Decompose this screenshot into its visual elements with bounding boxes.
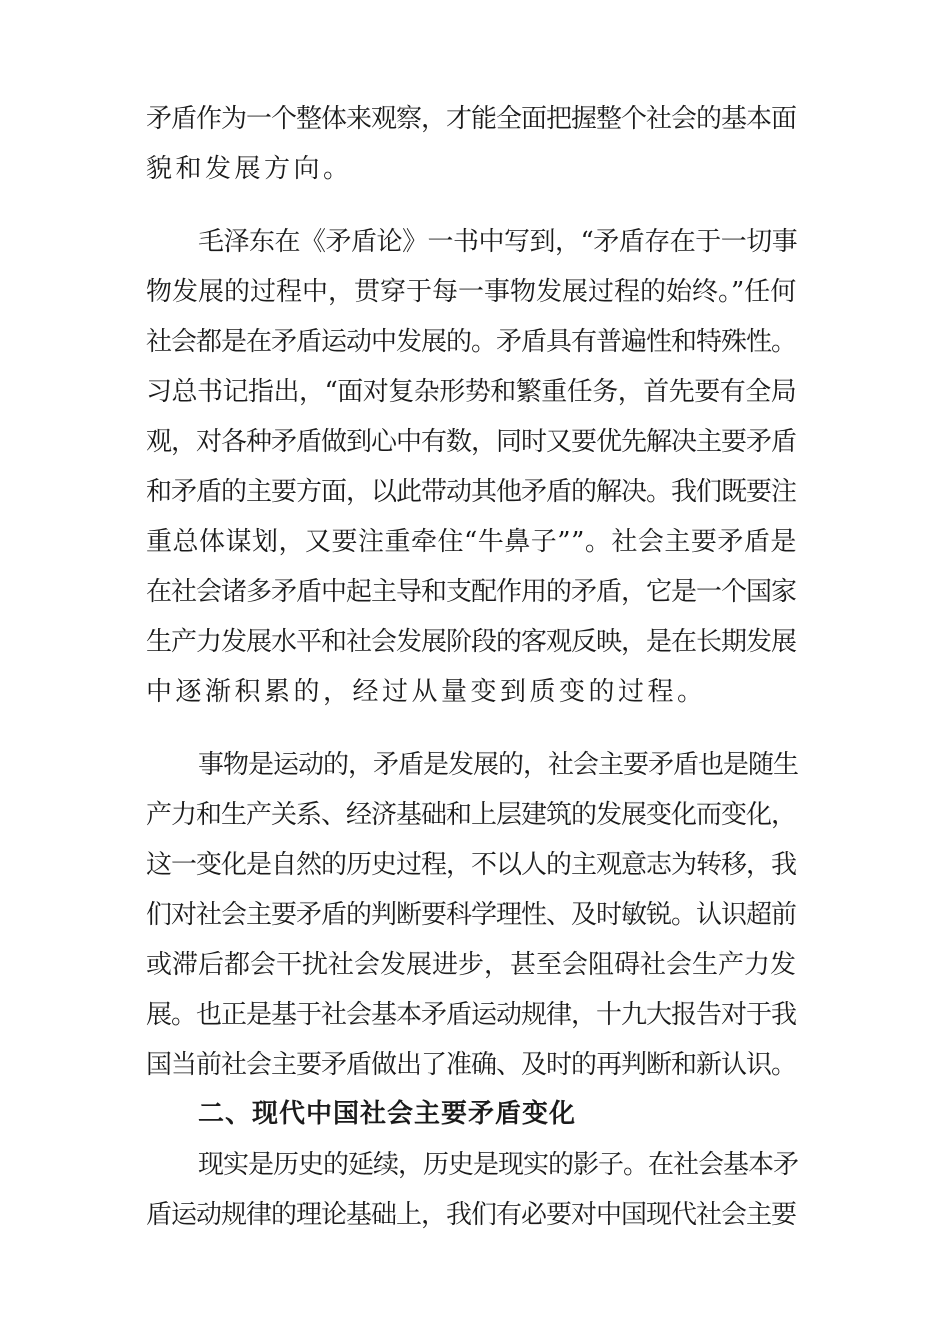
section-heading: 二、现代中国社会主要矛盾变化 bbox=[198, 1099, 577, 1129]
text-line: 物发展的过程中，贯穿于每一事物发展过程的始终。”任何 bbox=[146, 277, 797, 307]
text-line: 现实是历史的延续，历史是现实的影子。在社会基本矛 bbox=[198, 1150, 799, 1180]
text-line: 或滞后都会干扰社会发展进步，甚至会阻碍社会生产力发 bbox=[146, 950, 797, 980]
text-line: 社会都是在矛盾运动中发展的。矛盾具有普遍性和特殊性。 bbox=[146, 327, 797, 357]
text-line: 和矛盾的主要方面，以此带动其他矛盾的解决。我们既要注 bbox=[146, 477, 797, 507]
text-line: 貌和发展方向。 bbox=[146, 154, 353, 184]
text-line: 重总体谋划，又要注重牵住“牛鼻子””。社会主要矛盾是 bbox=[146, 527, 797, 557]
text-line: 们对社会主要矛盾的判断要科学理性、及时敏锐。认识超前 bbox=[146, 900, 797, 930]
text-line: 盾运动规律的理论基础上，我们有必要对中国现代社会主要 bbox=[146, 1200, 797, 1230]
text-line: 矛盾作为一个整体来观察，才能全面把握整个社会的基本面 bbox=[146, 104, 797, 134]
text-line: 事物是运动的，矛盾是发展的，社会主要矛盾也是随生 bbox=[198, 750, 799, 780]
text-line: 中逐渐积累的，经过从量变到质变的过程。 bbox=[146, 677, 707, 707]
text-line: 在社会诸多矛盾中起主导和支配作用的矛盾，它是一个国家 bbox=[146, 577, 797, 607]
text-line: 国当前社会主要矛盾做出了准确、及时的再判断和新认识。 bbox=[146, 1050, 797, 1080]
text-line: 观，对各种矛盾做到心中有数，同时又要优先解决主要矛盾 bbox=[146, 427, 797, 457]
text-line: 展。也正是基于社会基本矛盾运动规律，十九大报告对于我 bbox=[146, 1000, 797, 1030]
text-line: 这一变化是自然的历史过程，不以人的主观意志为转移，我 bbox=[146, 850, 797, 880]
text-line: 产力和生产关系、经济基础和上层建筑的发展变化而变化， bbox=[146, 800, 797, 830]
text-line: 毛泽东在《矛盾论》一书中写到，“矛盾存在于一切事 bbox=[198, 227, 798, 257]
text-line: 习总书记指出，“面对复杂形势和繁重任务，首先要有全局 bbox=[146, 377, 797, 407]
text-line: 生产力发展水平和社会发展阶段的客观反映，是在长期发展 bbox=[146, 627, 797, 657]
